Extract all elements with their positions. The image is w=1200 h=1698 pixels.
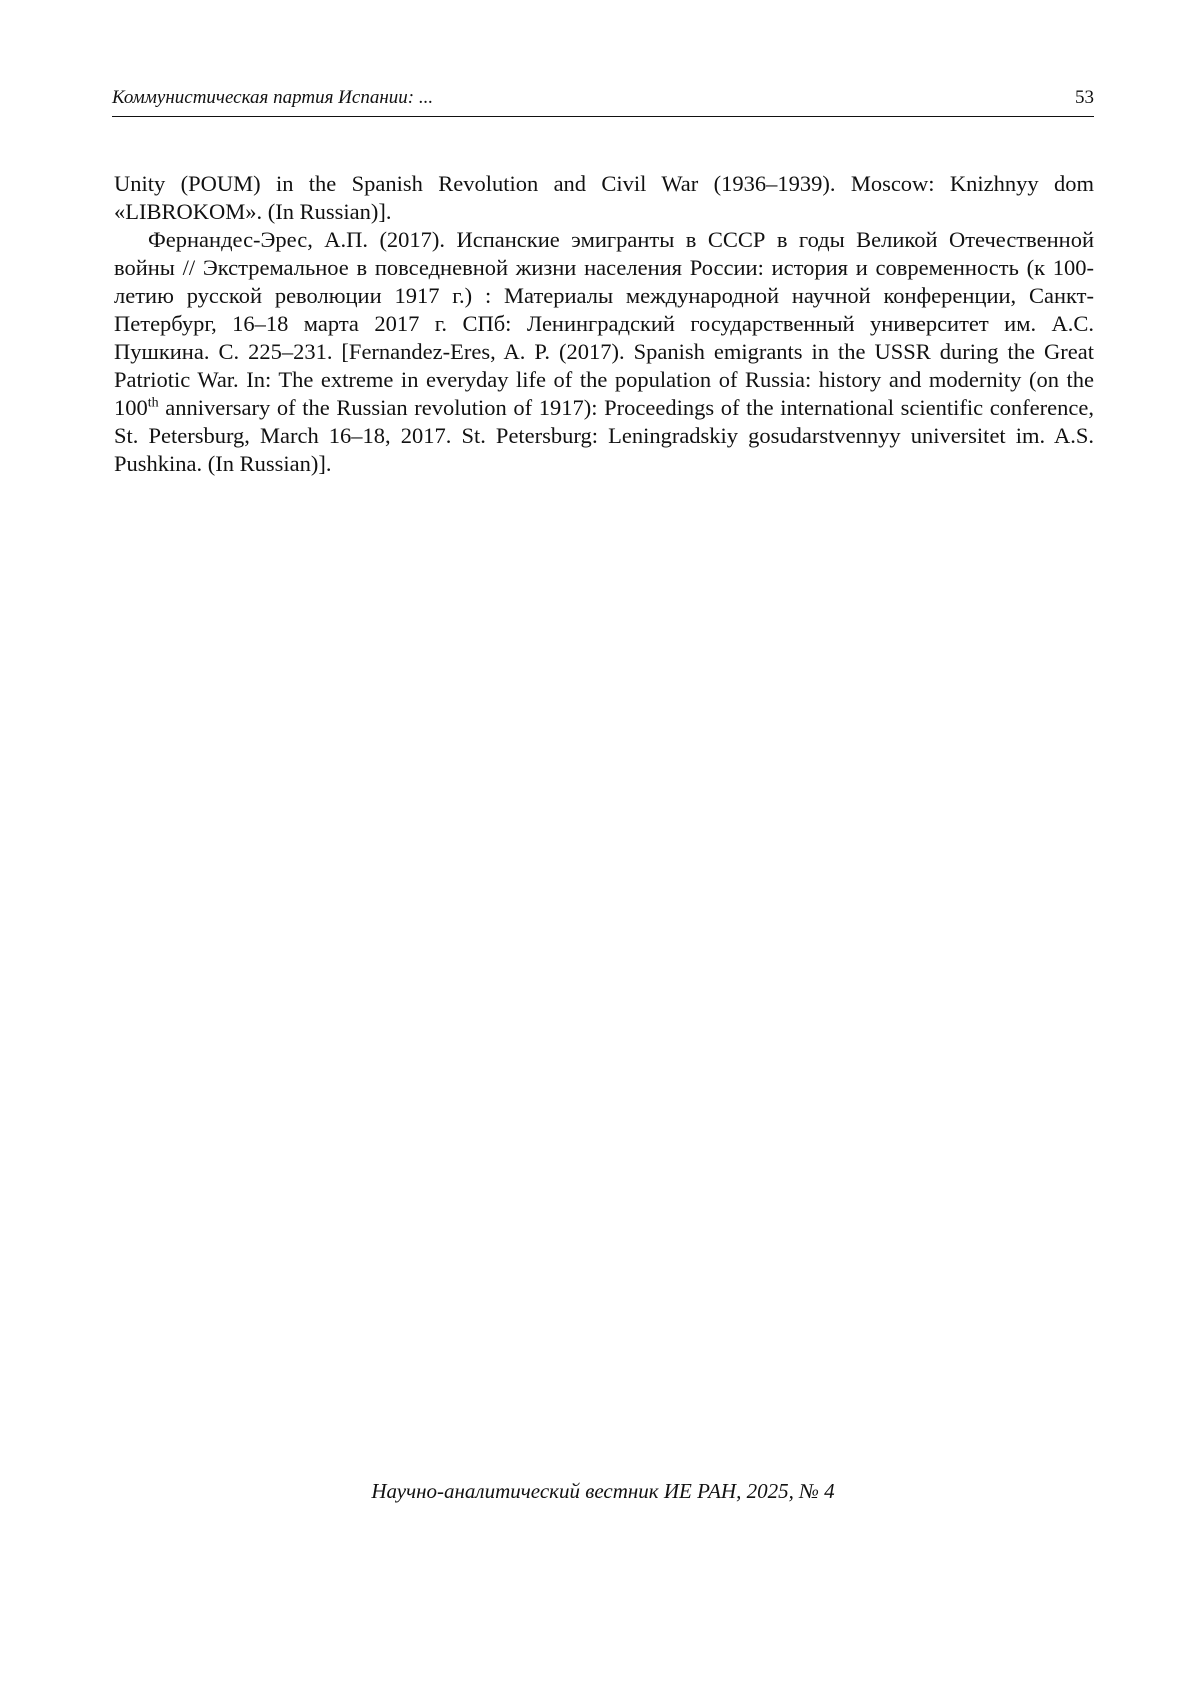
reference-continuation <box>114 170 1094 226</box>
page-footer: Научно-аналитический вестник ИЕ РАН, 2025, № 4 <box>371 1479 835 1503</box>
running-title: Коммунистическая партия Испании: ... <box>112 87 434 108</box>
ordinal-superscript: th <box>147 395 159 411</box>
reference-text: Фернандес-Эрес, А.П. (2017). Испанские эмигранты в СССР в годы Великой Отечественной войны // Экстремальное в повседневной жизни населения России: история и современность (к 100-летию русской революции 1917 г.) : Материалы международной научной конференции, Санкт-Петербург, 16–18 марта 2017 г. СПб: Ленинградский государственный университет им. А.С. Пушкина. С. 225–231. [Fernandez-Eres, A. P. (2017). Spanish emigrants in the USSR during the Great Patriotic War. In: The extreme in everyday life of the population of Russia: history and modernity (on the 100 <box>114 227 1094 420</box>
page-header <box>112 84 1094 117</box>
reference-entry <box>114 226 1094 478</box>
reference-text: Unity (POUM) in the Spanish Revolution and Civil War (1936–1939). Moscow: Knizhnyy dom «LIBROKOM». (In Russian)]. <box>114 171 1094 224</box>
references-section <box>114 170 1094 478</box>
reference-text: anniversary of the Russian revolution of 1917): Proceedings of the international scientific conference, St. Petersburg, March 16–18, 2017. St. Petersburg: Leningradskiy gosudarstvennyy universitet im. A.S. Pushkina. (In Russian)]. <box>114 395 1094 476</box>
page-number: 53 <box>1075 87 1094 108</box>
